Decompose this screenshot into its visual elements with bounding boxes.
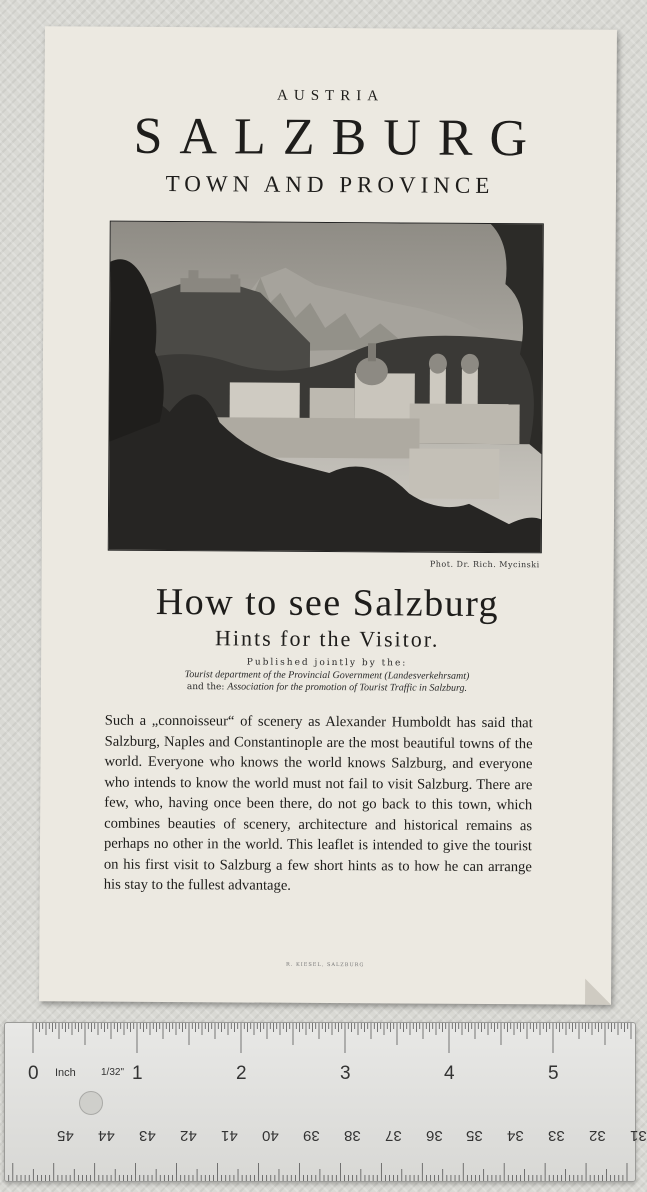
cm-label: 41 xyxy=(220,1127,238,1144)
headline: How to see Salzburg xyxy=(155,580,500,626)
ruler-unit-label: Inch xyxy=(55,1067,76,1079)
inch-label: 0 xyxy=(28,1063,39,1084)
cm-label: 44 xyxy=(97,1127,115,1144)
publisher-info xyxy=(41,656,613,696)
inch-label: 3 xyxy=(340,1063,351,1084)
publisher-line-3: and the: Association for the promotion of Tourist Traffic in Salzburg. xyxy=(186,681,468,694)
cm-label: 32 xyxy=(589,1127,606,1144)
cm-label: 33 xyxy=(548,1127,566,1144)
cm-label: 43 xyxy=(138,1127,156,1144)
intro-paragraph: Such a „connoisseur“ of scenery as Alexander Humboldt has said that Salzburg, Naples and Constantinople are the most beautiful towns of the world. Everyone who knows the world knows Salzburg, and everyone who intends to know the world must not fail to visit Salzburg. There are few, who, having once been there, do not go back to this town, which combines beauties of scenery, architecture and historical remains as perhaps no other in the world. This leaflet is intended to give the tourist on his first visit to Salzburg a few short hints as to how he can arrange his stay to the fullest advantage. xyxy=(103,712,533,894)
cm-label: 36 xyxy=(425,1127,443,1144)
cm-label: 34 xyxy=(507,1127,525,1144)
cm-label: 35 xyxy=(466,1127,484,1144)
ruler-fraction-label: 1/32" xyxy=(101,1067,125,1078)
cm-labels xyxy=(5,1127,647,1151)
publisher-line-1: Published jointly by the: xyxy=(246,657,408,669)
city-title: SALZBURG xyxy=(133,107,545,168)
subtitle: TOWN AND PROVINCE xyxy=(165,171,495,199)
printer-mark: R. KIESEL, SALZBURG xyxy=(286,961,365,969)
hints-subtitle: Hints for the Visitor. xyxy=(214,625,440,652)
inch-label: 5 xyxy=(548,1063,559,1084)
cm-label: 37 xyxy=(384,1127,402,1144)
salzburg-photo xyxy=(108,221,544,554)
cm-label: 40 xyxy=(261,1127,279,1144)
leaflet xyxy=(39,26,617,1004)
page-corner-curl xyxy=(585,979,611,1005)
ruler-hole xyxy=(79,1091,103,1115)
cm-label: 39 xyxy=(302,1127,320,1144)
inch-label: 2 xyxy=(236,1063,247,1084)
inch-label: 4 xyxy=(444,1063,455,1084)
country-heading: AUSTRIA xyxy=(276,87,385,105)
publisher-line-2: Tourist department of the Provincial Government (Landesverkehrsamt) xyxy=(184,668,470,682)
cm-label: 31 xyxy=(630,1127,647,1144)
photo-credit: Phot. Dr. Rich. Mycinski xyxy=(429,559,540,570)
inch-label: 1 xyxy=(132,1063,143,1084)
cm-label: 38 xyxy=(343,1127,361,1144)
cm-label: 45 xyxy=(57,1127,74,1144)
ruler xyxy=(4,1022,647,1182)
cm-label: 42 xyxy=(179,1127,197,1144)
